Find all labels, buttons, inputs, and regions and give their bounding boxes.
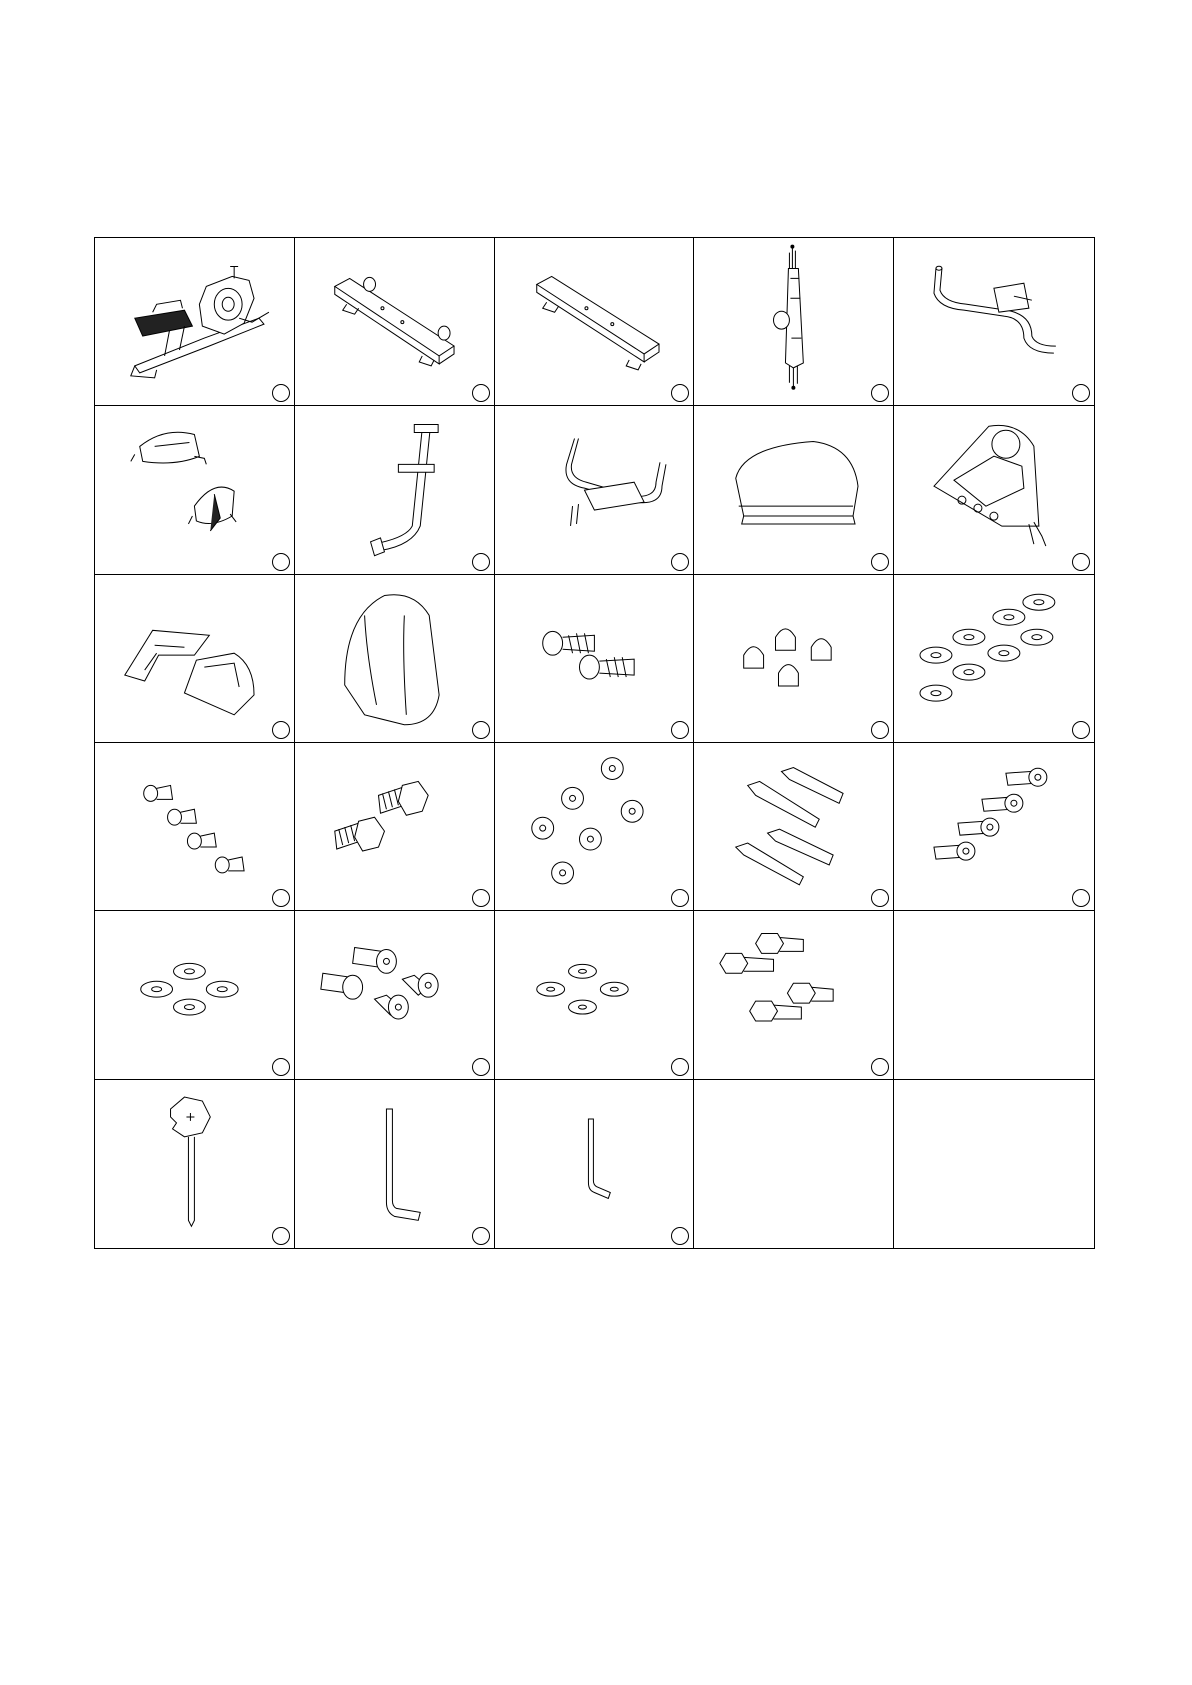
part-number-badge xyxy=(472,553,490,571)
self-tapping-screws-icon xyxy=(495,575,694,742)
part-cell xyxy=(295,911,495,1079)
part-cell xyxy=(295,238,495,406)
allen-key-small-icon xyxy=(495,1080,694,1248)
part-cell xyxy=(295,743,495,911)
allen-key-large-icon xyxy=(295,1080,494,1248)
part-number-badge xyxy=(272,1058,290,1076)
backrest-pad-icon xyxy=(295,575,494,742)
phillips-bolts-icon xyxy=(95,743,294,910)
part-number-badge xyxy=(871,553,889,571)
empty-cell xyxy=(894,1080,1094,1248)
part-number-badge xyxy=(472,721,490,739)
part-number-badge xyxy=(671,553,689,571)
part-cell xyxy=(95,743,295,911)
long-hex-bolts-icon xyxy=(694,743,893,910)
part-cell xyxy=(694,911,894,1079)
part-cell xyxy=(694,575,894,743)
parts-list-grid xyxy=(94,237,1095,1249)
part-cell xyxy=(694,406,894,574)
part-number-badge xyxy=(472,889,490,907)
console-display-icon xyxy=(894,406,1094,573)
countersunk-screws-icon xyxy=(495,743,694,910)
flange-hex-bolts-icon xyxy=(295,743,494,910)
empty-cell xyxy=(894,911,1094,1079)
part-number-badge xyxy=(472,1058,490,1076)
bike-main-frame-icon xyxy=(95,238,294,405)
part-cell xyxy=(894,406,1094,574)
part-cell xyxy=(495,238,695,406)
handlebar-with-bracket-icon xyxy=(894,238,1094,405)
part-number-badge xyxy=(272,1227,290,1245)
part-number-badge xyxy=(472,384,490,402)
part-cell xyxy=(694,238,894,406)
part-cell xyxy=(495,911,695,1079)
part-number-badge xyxy=(272,553,290,571)
multi-tool-wrench-icon xyxy=(95,1080,294,1248)
part-cell xyxy=(894,743,1094,911)
part-number-badge xyxy=(472,1227,490,1245)
front-stabilizer-with-wheels-icon xyxy=(295,238,494,405)
part-number-badge xyxy=(1072,553,1090,571)
part-cell xyxy=(95,911,295,1079)
short-hex-bolts-icon xyxy=(694,911,893,1078)
part-number-badge xyxy=(272,721,290,739)
seat-support-tube-icon xyxy=(295,406,494,573)
part-cell xyxy=(894,238,1094,406)
washers-4-small-icon xyxy=(495,911,694,1078)
part-cell xyxy=(295,406,495,574)
part-cell xyxy=(95,1080,295,1248)
part-cell xyxy=(495,1080,695,1248)
cover-caps-pair-icon xyxy=(95,575,294,742)
part-number-badge xyxy=(671,1058,689,1076)
part-cell xyxy=(694,743,894,911)
flat-washers-8-icon xyxy=(894,575,1094,742)
part-cell xyxy=(95,575,295,743)
part-cell xyxy=(95,238,295,406)
part-number-badge xyxy=(1072,721,1090,739)
seat-frame-bracket-icon xyxy=(495,406,694,573)
button-head-bolts-icon xyxy=(295,911,494,1078)
pedals-pair-icon xyxy=(95,406,294,573)
part-number-badge xyxy=(871,1058,889,1076)
seat-post-adjuster-icon xyxy=(694,238,893,405)
part-cell xyxy=(495,575,695,743)
part-cell xyxy=(495,406,695,574)
cap-nuts-icon xyxy=(694,575,893,742)
part-cell xyxy=(295,1080,495,1248)
part-cell xyxy=(495,743,695,911)
seat-cushion-icon xyxy=(694,406,893,573)
part-cell xyxy=(894,575,1094,743)
allen-socket-bolts-icon xyxy=(894,743,1094,910)
rear-stabilizer-icon xyxy=(495,238,694,405)
washers-4-icon xyxy=(95,911,294,1078)
part-cell xyxy=(95,406,295,574)
empty-cell xyxy=(694,1080,894,1248)
part-cell xyxy=(295,575,495,743)
